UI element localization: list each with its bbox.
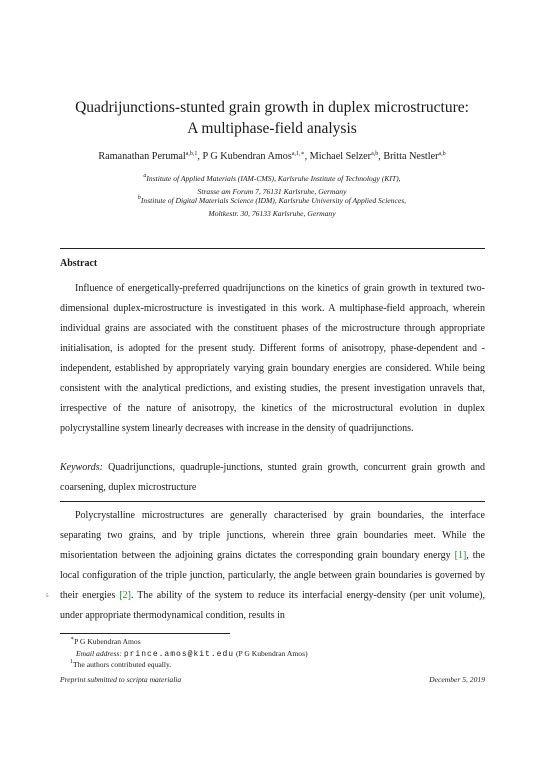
keywords-text: Quadrijunctions, quadruple-junctions, stunted grain growth, concurrent grain growth and coarsening, duplex microstructure	[60, 462, 486, 493]
author-affiliation-marker: a,1,∗	[291, 151, 305, 157]
footnote-marker: 1	[70, 659, 73, 665]
citation-link[interactable]: [2]	[119, 590, 131, 601]
paper-title	[0, 97, 544, 139]
footnote-rule	[60, 633, 230, 634]
line-number: 5	[46, 594, 49, 599]
author-affiliation-marker: a,b,1	[185, 151, 198, 157]
title-line-2: A multiphase-field analysis	[187, 120, 357, 137]
author-affiliation-marker: a,b	[371, 151, 379, 157]
title-line-1: Quadrijunctions-stunted grain growth in duplex microstructure:	[75, 99, 469, 116]
affiliation-line: Strasse am Forum 7, 76131 Karlsruhe, Germany	[197, 186, 347, 196]
affiliation-line: Institute of Digital Materials Science (IDM), Karlsruhe University of Applied Sciences,	[140, 196, 407, 205]
affiliation-line: Institute of Applied Materials (IAM-CMS), Karlsruhe Institute of Technology (KIT),	[146, 174, 401, 183]
citation-link[interactable]: [1]	[454, 550, 467, 561]
affiliation-b	[0, 195, 544, 220]
abstract-heading: Abstract	[60, 258, 98, 269]
body-text: , the local configuration of the triple junction, particularly, the angle between grain boundaries is governed by their energies	[60, 550, 485, 601]
author-name: Ramanathan Perumal	[98, 151, 186, 162]
affiliation-marker: b	[137, 195, 141, 201]
footnote-equal-contribution	[70, 659, 171, 671]
abstract-top-rule	[60, 248, 485, 249]
preprint-date: December 5, 2019	[429, 675, 485, 684]
author-name: P G Kubendran Amos	[202, 151, 292, 162]
body-text: . The ability of the system to reduce its interfacial energy-density (per unit volume), under appropriate thermodynamical condition, results in	[60, 590, 485, 621]
abstract-bottom-rule	[60, 501, 485, 502]
keywords	[60, 458, 485, 498]
body-text: Polycrystalline microstructures are generally characterised by grain boundaries, the interface separating two grains, and by triple junctions, wherein three grain boundaries meet. While the misorientation between the adjoining grains dictates the corresponding grain boundary energy	[60, 510, 485, 561]
abstract-text: Influence of energetically-preferred quadrijunctions on the kinetics of grain growth in textured two-dimensional duplex-microstructure is investigated in this work. A multiphase-field approach, wherein individual grains are associated with the constituent phases of the microstructure through appropriate initialisation, is adopted for the present study. Different forms of anisotropy, phase-dependent and -independent, established by appropriately varying grain boundary energies are considered. While being consistent with the analytical predictions, and existing studies, the present investigation unravels that, irrespective of the nature of anisotropy, the kinetics of the microstructural evolution in duplex polycrystalline system linearly decreases with increase in the density of quadrijunctions.	[60, 283, 485, 434]
email-link[interactable]: prince.amos@kit.edu	[123, 650, 235, 659]
affiliation-line: Moltkestr. 30, 76133 Karlsruhe, Germany	[208, 208, 336, 218]
footnote-marker: ∗	[70, 636, 75, 642]
footnote-corresponding	[70, 636, 141, 648]
author-list: Ramanathan Perumal$^{a,b,1}$, P G Kubendran Amos$^{a,1,∗}$, Michael Selzer$^{a,b}$, Britta Nestler$^{a,b}$	[98, 151, 446, 162]
author-name: Michael Selzer	[309, 151, 372, 162]
body-paragraph	[60, 506, 485, 626]
preprint-note: Preprint submitted to scripta materialia	[60, 675, 182, 684]
email-owner: (P G Kubendran Amos)	[235, 649, 308, 658]
affiliation-marker: a	[143, 173, 147, 179]
author-affiliation-marker: a,b	[438, 151, 446, 157]
footnote-text: P G Kubendran Amos	[74, 637, 141, 646]
author-name: Britta Nestler	[383, 151, 439, 162]
keywords-label: Keywords:	[60, 462, 103, 473]
footnote-text: The authors contributed equally.	[73, 660, 172, 669]
email-label: Email address:	[76, 649, 122, 658]
